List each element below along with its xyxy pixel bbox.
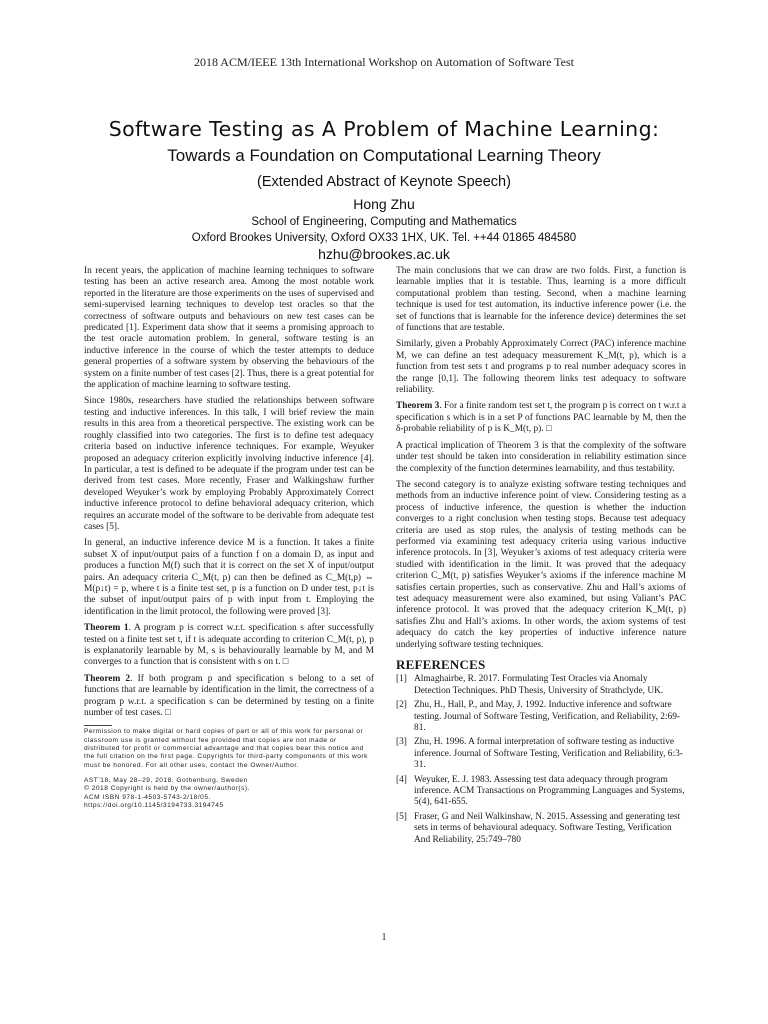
reference-item — [396, 775, 686, 809]
references-heading: REFERENCES — [396, 657, 486, 672]
theorem-label: Theorem 1 — [84, 623, 129, 634]
reference-item — [396, 737, 686, 771]
conference-info — [84, 777, 374, 810]
reference-number: [4] — [396, 774, 407, 785]
conference-header: 2018 ACM/IEEE 13th International Workshop on Automation of Software Test — [193, 55, 575, 69]
reference-number: [5] — [396, 811, 407, 822]
author-email[interactable]: hzhu@brookes.ac.uk — [318, 246, 450, 262]
author-name: Hong Zhu — [353, 196, 415, 212]
doi-link[interactable]: https://doi.org/10.1145/3194733.3194745 — [84, 801, 224, 809]
body-paragraph: Similarly, given a Probably Approximately Correct (PAC) inference machine M, we can define an test adequacy measurement K_M(t, p), which is a function from test sets t and programs p to real number adequacy scores in the range [0,1]. The following theorem links test adequacy to software reliability. — [396, 339, 686, 396]
footnote-divider — [84, 725, 112, 726]
theorem-3 — [396, 401, 686, 435]
reference-text: Zhu, H. 1996. A formal interpretation of software testing as inductive inference. Journal of Software Testing, Verification and Reliability, 6:3-31. — [414, 737, 683, 771]
theorem-1 — [84, 623, 374, 669]
paper-subtitle: Towards a Foundation on Computational Learning Theory — [167, 146, 601, 165]
theorem-text: . A program p is correct w.r.t. specification s after successfully tested on a finite test set t, if t is adequate according to criterion C_M(t, p), p is explanatorily learnable by M, s is behaviourally learnable by M, and M converges to a function that is consistent with s on t. □ — [84, 623, 374, 668]
affiliation-school: School of Engineering, Computing and Mathematics — [251, 216, 517, 228]
right-column — [396, 266, 686, 849]
reference-text: Weyuker, E. J. 1983. Assessing test data adequacy through program inference. ACM Transactions on Programming Languages and Systems, 5(4), 641-655. — [414, 774, 685, 808]
theorem-label: Theorem 3 — [396, 401, 440, 412]
permission-notice: Permission to make digital or hard copies of part or all of this work for personal or classroom use is granted without fee provided that copies are not made or distributed for profit or commercial advantage and that copies bear this notice and the full citation on the first page. Copyrights for third-party components of this work must be honored. For all other uses, contact the Owner/Author. — [84, 728, 368, 769]
reference-number: [1] — [396, 674, 407, 685]
left-column — [84, 266, 374, 810]
body-paragraph: The second category is to analyze existing software testing techniques and methods from an inductive inference point of view. Considering testing as a process of inductive inference, the question is whether the induction converges to a right conclusion when testing stops. Because test adequacy criteria are used as stop rules, the analysis of testing methods can be performed via examining test adequacy criteria using various inductive inference protocols. In [3], Weyuker’s axioms of test adequacy criteria were studied with identification in the limit. It was proved that the adequacy criterion C_M(t, p) satisfies Weyuker’s axioms if the inference machine M satisfies certain properties, such as conservative. Zhu and Hall’s axioms of test adequacy measurement were also examined, but using Valiant’s PAC inference protocol. It was proved that the adequacy criterion K_M(t, p) satisfies Zhu and Hall’s axioms. In other words, the axiom systems of test adequacy do catch the key properties of inductive inference nature underlying software testing techniques. — [396, 479, 686, 650]
copyright-notice: © 2018 Copyright is held by the owner/author(s). — [84, 785, 250, 793]
paper-title: Software Testing as A Problem of Machine Learning: — [108, 117, 660, 141]
theorem-text: . For a finite random test set t, the program p is correct on t w.r.t a specification s which is in a set P of functions PAC learnable by M, then the δ-probable reliability of p is K_M(t, p). □ — [396, 401, 687, 435]
body-paragraph: In recent years, the application of machine learning techniques to software testing has been an active research area. Among the most notable work reported in the literature are those experiments on the uses of supervised and semi-supervised learning techniques to develop test oracles so that the correctness of software outputs and behaviours on new test cases can be predicated [1]. Experiment data show that it seems a promising approach to the test oracle automation problem. In general, software testing is an inductive inference in the course of which the tester attempts to deduce general properties of a software system by observing the behaviours of the system on a finite number of test cases [2]. Thus, there is a great potential for the application of machine learning to software testing. — [84, 266, 374, 391]
reference-text: Zhu, H., Hall, P., and May, J. 1992. Inductive inference and software testing. Journal of Software Testing, Verification, and Reliability, 2:69-81. — [414, 700, 681, 734]
conference-venue: AST’18, May 28–29, 2018, Gothenburg, Sweden — [84, 776, 248, 784]
body-paragraph: A practical implication of Theorem 3 is that the complexity of the software under test should be taken into consideration in reliability estimation since the complexity of the function determines learnability, and thus testability. — [396, 440, 686, 474]
theorem-2 — [84, 674, 374, 720]
reference-number: [2] — [396, 700, 407, 711]
theorem-text: . If both program p and specification s belong to a set of functions that are learnable by identification in the limit, the correctness of a program p w.r.t. a specification s can be determined by testing on a finite number of test cases. □ — [84, 673, 374, 719]
theorem-label: Theorem 2 — [84, 673, 131, 684]
isbn: ACM ISBN 978-1-4503-5743-2/18/05. — [84, 793, 211, 801]
reference-number: [3] — [396, 737, 407, 748]
body-paragraph: The main conclusions that we can draw are two folds. First, a function is learnable implies that it is testable. Thus, learning is a more difficult computational problem than testing. Second, when a machine learning technique is used for test automation, its inductive inference power (i.e. the set of functions that is learnable for the inference device) determines the set of functions that are testable. — [396, 266, 686, 334]
body-paragraph: Since 1980s, researchers have studied the relationships between software testing and inductive inferences. In this talk, I will brief review the main results in this area from a theoretical perspective. The existing work can be roughly classified into two categories. The first is to define test adequacy criteria based on inductive inference techniques. For example, Weyuker proposed an adequacy criterion explicitly involving inductive inference [4]. In particular, a test is defined to be adequate if the program under test can be derived from test cases. More recently, Fraser and Walkingshaw further developed Weyuker’s work by employing Probably Approximately Correct inductive inference protocol to define behavioral adequacy criterion, which requires an accurate model of the software to be derivable from adequate test cases [5]. — [84, 396, 374, 532]
reference-item — [396, 674, 686, 697]
page-number: 1 — [381, 932, 387, 943]
affiliation-address: Oxford Brookes University, Oxford OX33 1HX, UK. Tel. ++44 01865 484580 — [191, 232, 577, 244]
reference-item — [396, 700, 686, 734]
references-list — [396, 674, 686, 846]
paper-subtitle-note: (Extended Abstract of Keynote Speech) — [257, 174, 511, 190]
reference-text: Fraser, G and Neil Walkinshaw, N. 2015. Assessing and generating test sets in terms of behavioural adequacy. Software Testing, Verification And Reliability, 25:749–780 — [414, 811, 681, 845]
reference-text: Almaghairbe, R. 2017. Formulating Test Oracles via Anomaly Detection Techniques. PhD Thesis, University of Strathclyde, UK. — [414, 674, 664, 696]
reference-item — [396, 812, 686, 846]
body-paragraph: In general, an inductive inference device M is a function. It takes a finite subset X of input/output pairs of a function f on a domain D, as input and produces a function M(f) such that it is correct on the set X of input/output pairs. An adequacy criteria C_M(t, p) can then be defined as C_M(t,p) ⇔ M(p↓t) = p, where t is a finite test set, p is a function on D under test, p↓t is the subset of input/output pairs of p with input from t. Employing the identification in the limit protocol, the following were proved [3]. — [84, 538, 374, 617]
